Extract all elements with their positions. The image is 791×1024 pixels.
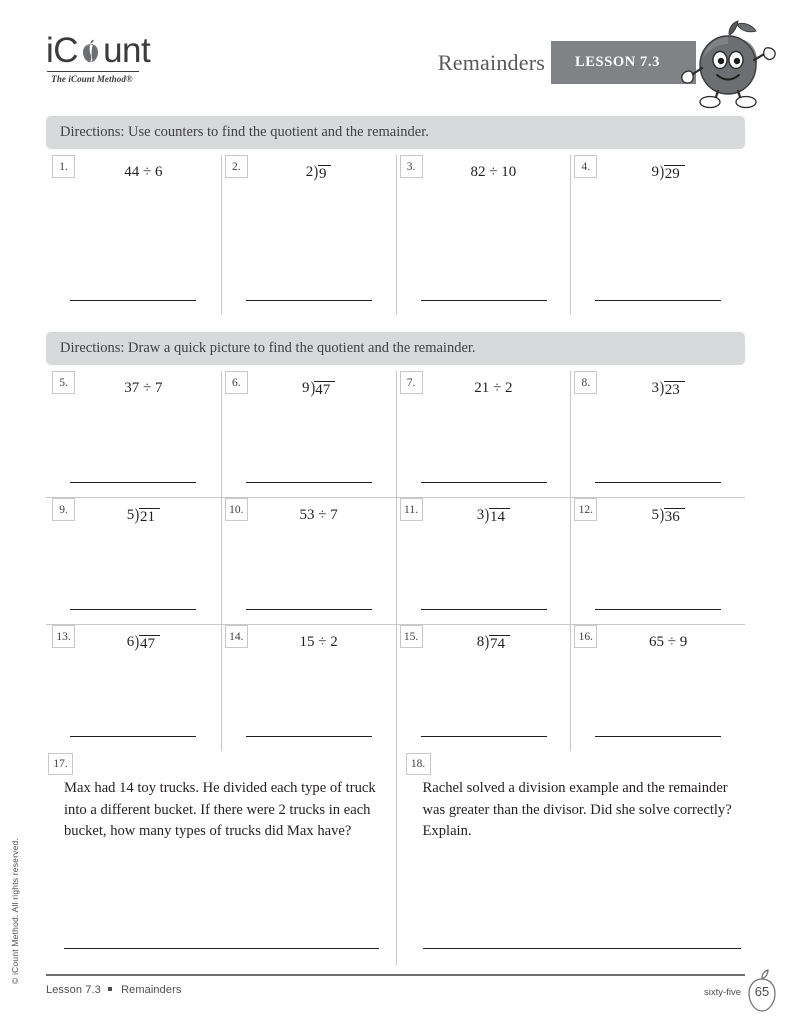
problem-cell (570, 498, 745, 624)
problem-expression (397, 164, 571, 181)
answer-line[interactable] (70, 482, 196, 483)
problem-cell (396, 498, 571, 624)
divisor: 3 (651, 380, 660, 396)
logo-tagline: The iCount Method® (51, 74, 133, 84)
page-header (0, 0, 791, 108)
dividend: 9 (318, 165, 332, 182)
problem-number-badge: 13. (52, 625, 75, 648)
long-division-expression (651, 505, 685, 525)
dividend: 36 (664, 508, 685, 525)
divisor: 2 (305, 164, 314, 180)
problem-cell (221, 498, 396, 624)
problem-cell (396, 371, 571, 497)
division-bracket-icon: ) (134, 505, 140, 524)
problem-grid-2 (46, 371, 745, 748)
answer-line[interactable] (423, 948, 741, 949)
problem-cell (46, 625, 221, 751)
problem-cell (570, 625, 745, 751)
problem-expression (571, 380, 745, 398)
problem-number-badge: 6. (225, 371, 248, 394)
problem-expression (397, 634, 571, 652)
answer-line[interactable] (70, 609, 196, 610)
problem-row (46, 498, 745, 624)
problem-number-badge: 16. (574, 625, 597, 648)
directions-bar-2: Directions: Draw a quick picture to find the quotient and the remainder. (46, 332, 745, 365)
dividend: 21 (139, 508, 160, 525)
problem-cell (46, 371, 221, 497)
division-bracket-icon: ) (134, 632, 140, 651)
long-division-expression (126, 632, 160, 652)
division-bracket-icon: ) (310, 378, 315, 397)
problem-expression (222, 634, 396, 651)
problem-expression (222, 164, 396, 182)
problem-row (46, 371, 745, 497)
divisor: 5 (126, 507, 135, 523)
problem-expression (571, 507, 745, 525)
word-problem-cell (396, 750, 746, 965)
problem-expression (397, 507, 571, 525)
division-expression: 21 ÷ 2 (474, 380, 513, 396)
footer-divider (46, 974, 745, 976)
long-division-expression (476, 505, 510, 525)
problem-cell (570, 371, 745, 497)
problem-cell (221, 371, 396, 497)
problem-expression (397, 380, 571, 397)
directions-bar-1: Directions: Use counters to find the quotient and the remainder. (46, 116, 745, 149)
apple-mascot-icon (672, 20, 784, 110)
division-expression: 44 ÷ 6 (124, 164, 163, 180)
division-bracket-icon: ) (484, 505, 490, 524)
answer-line[interactable] (246, 609, 372, 610)
dividend: 14 (489, 508, 510, 525)
dividend: 29 (664, 165, 685, 182)
division-expression: 15 ÷ 2 (299, 634, 338, 650)
lesson-badge: LESSON 7.3 (551, 41, 696, 84)
long-division-expression (305, 162, 332, 182)
problem-cell (396, 625, 571, 751)
answer-line[interactable] (246, 482, 372, 483)
word-problem-text: Rachel solved a division example and the remainder was greater than the divisor. Did she solve correctly? Explain. (422, 780, 732, 839)
division-expression: 37 ÷ 7 (124, 380, 163, 396)
apple-icon (78, 35, 103, 60)
problem-number-badge: 8. (574, 371, 597, 394)
problem-number-badge: 2. (225, 155, 248, 178)
division-bracket-icon: ) (484, 632, 490, 651)
page-number: 65 (754, 984, 770, 999)
problem-number-badge: 4. (574, 155, 597, 178)
footer-lesson-label (46, 984, 181, 996)
problem-number-badge: 10. (225, 498, 248, 521)
footer-topic: Remainders (121, 984, 182, 996)
answer-line[interactable] (70, 736, 196, 737)
division-bracket-icon: ) (659, 378, 665, 397)
division-bracket-icon: ) (659, 505, 665, 524)
answer-line[interactable] (70, 300, 196, 301)
divisor: 9 (302, 380, 310, 396)
division-expression: 82 ÷ 10 (470, 164, 517, 180)
answer-line[interactable] (64, 948, 379, 949)
divisor: 9 (651, 164, 660, 180)
problem-number-badge: 11. (400, 498, 423, 521)
page-number-word: sixty-five (704, 987, 741, 998)
problem-row (46, 625, 745, 751)
answer-line[interactable] (421, 482, 547, 483)
problem-expression (222, 380, 396, 398)
logo-text-before: iC (46, 31, 79, 70)
footer-bullet-icon (108, 987, 112, 991)
answer-line[interactable] (246, 736, 372, 737)
logo-divider (47, 71, 139, 72)
division-bracket-icon: ) (659, 162, 665, 181)
problem-expression (222, 507, 396, 524)
page-title: Remainders (437, 50, 545, 75)
footer-lesson: Lesson 7.3 (46, 984, 101, 996)
word-problem-area (46, 750, 745, 965)
word-problem-text: Max had 14 toy trucks. He divided each type of truck into a different bucket. If there were 2 trucks in each bucket, how many types of trucks did Max have? (64, 780, 376, 839)
divisor: 3 (476, 507, 485, 523)
problem-cell (221, 625, 396, 751)
apple-outline-icon (741, 969, 783, 1013)
logo-text-after: unt (103, 31, 151, 70)
answer-line[interactable] (421, 736, 547, 737)
problem-cell (570, 155, 745, 315)
problem-number-badge: 18. (406, 753, 431, 775)
problem-cell (46, 498, 221, 624)
problem-expression (571, 164, 745, 182)
problem-cell (396, 155, 571, 315)
dividend: 23 (664, 381, 685, 398)
copyright-notice: © iCount Method. All rights reserved. (10, 838, 20, 984)
divisor: 5 (651, 507, 660, 523)
answer-line[interactable] (595, 736, 721, 737)
dividend: 74 (489, 635, 510, 652)
division-bracket-icon: ) (313, 162, 319, 181)
answer-line[interactable] (246, 300, 372, 301)
problem-grid-1 (46, 155, 745, 315)
problem-number-badge: 5. (52, 371, 75, 394)
logo-wordmark (46, 33, 226, 69)
problem-cell (46, 155, 221, 315)
problem-number-badge: 14. (225, 625, 248, 648)
division-expression: 53 ÷ 7 (299, 507, 338, 523)
problem-number-badge: 3. (400, 155, 423, 178)
problem-cell (221, 155, 396, 315)
long-division-expression (476, 632, 510, 652)
problem-number-badge: 1. (52, 155, 75, 178)
long-division-expression (651, 162, 685, 182)
problem-row (46, 155, 745, 315)
divisor: 6 (126, 634, 135, 650)
dividend: 47 (314, 381, 335, 398)
answer-line[interactable] (595, 300, 721, 301)
problem-number-badge: 12. (574, 498, 597, 521)
answer-line[interactable] (595, 609, 721, 610)
long-division-expression (302, 378, 335, 398)
divisor: 8 (476, 634, 485, 650)
problem-expression (571, 634, 745, 651)
problem-number-badge: 15. (400, 625, 423, 648)
division-expression: 65 ÷ 9 (649, 634, 688, 650)
problem-number-badge: 7. (400, 371, 423, 394)
answer-line[interactable] (595, 482, 721, 483)
problem-number-badge: 9. (52, 498, 75, 521)
long-division-expression (126, 505, 160, 525)
long-division-expression (651, 378, 685, 398)
word-problem-cell (46, 750, 396, 965)
dividend: 47 (139, 635, 160, 652)
answer-line[interactable] (421, 300, 547, 301)
answer-line[interactable] (421, 609, 547, 610)
icount-logo (46, 33, 226, 84)
problem-number-badge: 17. (48, 753, 73, 775)
